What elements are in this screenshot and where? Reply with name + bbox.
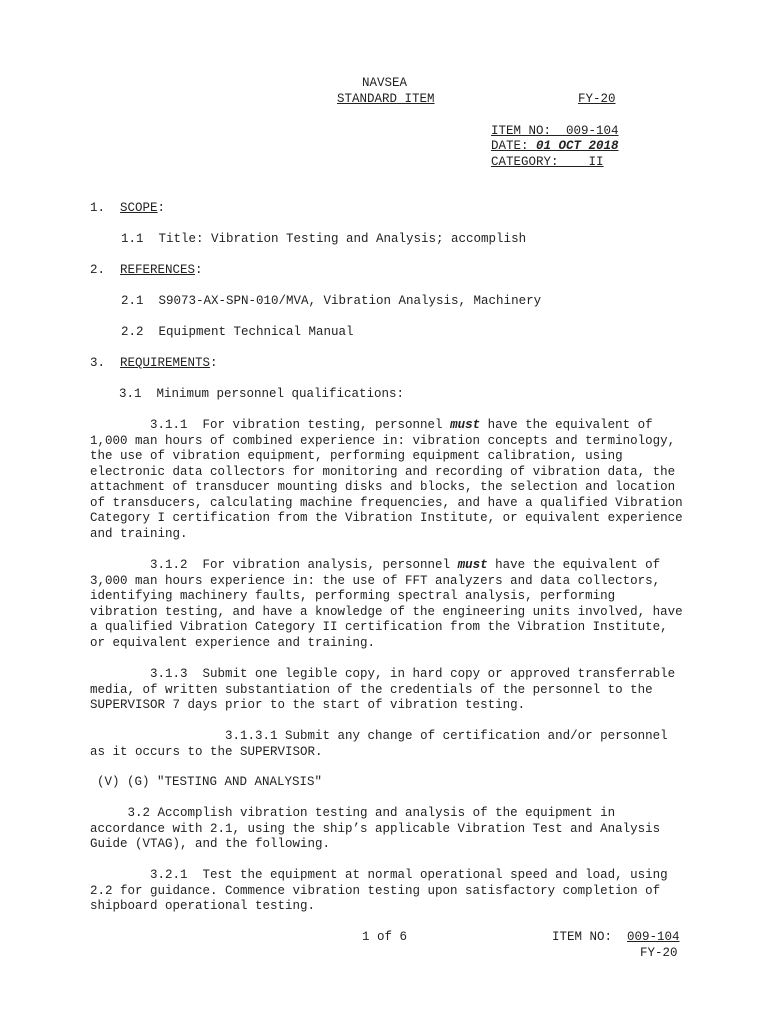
item-number-line <box>491 124 619 140</box>
item-no-value: 009-104 <box>566 124 619 138</box>
paragraph-text: have the equivalent of 1,000 man hours of combined experience in: vibration concepts and terminology, the use of vibration equipment, performing equipment calibration, using electronic data collectors for monitoring and recording of vibration data, the attachment of transducer mounting disks and blocks, the selection and location of transducers, calculating machine frequencies, and have a qualified Vibration Category I certification from the Vibration Institute, or equivalent experience and training. <box>90 418 691 541</box>
paragraph-text: 3.1.2 For vibration analysis, personnel <box>90 558 458 572</box>
section-title: REFERENCES <box>120 263 196 277</box>
date-line <box>491 139 619 155</box>
paragraph-text: 3.1.1 For vibration testing, personnel <box>90 418 451 432</box>
section-title: SCOPE <box>120 201 158 215</box>
paragraph-text: have the equivalent of 3,000 man hours experience in: the use of FFT analyzers and data collectors, identifying machinery faults, performing spectral analysis, performing vibration testing, and have a knowledge of the engineering units involved, have a qualified Vibration Category II certification from the Vibration Institute, or equivalent experience and training. <box>90 558 691 650</box>
page-number: 1 of 6 <box>362 930 408 944</box>
paragraph-3-1-2 <box>90 558 690 651</box>
section-number: 1. <box>90 201 106 215</box>
section-requirements-heading: 3. REQUIREMENTS: <box>90 356 218 370</box>
category-value: II <box>588 155 604 169</box>
paragraph-3-1-3-1: 3.1.3.1 Submit any change of certification and/or personnel as it occurs to the SUPERVISOR. <box>90 729 676 759</box>
section-title: REQUIREMENTS <box>120 356 211 370</box>
standard-item-label: STANDARD ITEM <box>337 92 435 106</box>
requirement-3-1: 3.1 Minimum personnel qualifications: <box>119 387 405 401</box>
date-label: DATE: <box>491 139 529 153</box>
section-number: 2. <box>90 263 106 277</box>
paragraph-3-2: 3.2 Accomplish vibration testing and analysis of the equipment in accordance with 2.1, using the ship’s applicable Vibration Test and Analysis Guide (VTAG), and the following. <box>90 806 668 851</box>
footer-item-no-label: ITEM NO: <box>552 930 613 944</box>
footer-fiscal-year: FY-20 <box>640 946 678 960</box>
paragraph-3-1-1 <box>90 418 690 542</box>
emphasis-must: must <box>450 418 481 432</box>
category-label: CATEGORY: <box>491 155 559 169</box>
emphasis-must: must <box>457 558 488 572</box>
item-no-label: ITEM NO: <box>491 124 552 138</box>
date-value: 01 OCT 2018 <box>536 139 619 153</box>
scope-title-line: 1.1 Title: Vibration Testing and Analysis; accomplish <box>121 232 527 246</box>
reference-2-2: 2.2 Equipment Technical Manual <box>121 325 354 339</box>
fiscal-year: FY-20 <box>578 92 616 106</box>
testing-analysis-heading: (V) (G) "TESTING AND ANALYSIS" <box>97 775 323 789</box>
navsea-label: NAVSEA <box>362 76 408 90</box>
footer-item-number <box>552 930 680 946</box>
category-line <box>491 155 604 171</box>
paragraph-3-2-1: 3.2.1 Test the equipment at normal operational speed and load, using 2.2 for guidance. Commence vibration testing upon satisfactory completion of shipboard operational testing. <box>90 868 676 913</box>
section-scope-heading: 1. SCOPE: <box>90 201 166 215</box>
paragraph-3-1-3: 3.1.3 Submit one legible copy, in hard copy or approved transferrable media, of written substantiation of the credentials of the personnel to the SUPERVISOR 7 days prior to the start of vibration testing. <box>90 667 683 712</box>
section-number: 3. <box>90 356 106 370</box>
section-references-heading: 2. REFERENCES: <box>90 263 203 277</box>
footer-item-no-value: 009-104 <box>627 930 680 944</box>
reference-2-1: 2.1 S9073-AX-SPN-010/MVA, Vibration Analysis, Machinery <box>121 294 542 308</box>
